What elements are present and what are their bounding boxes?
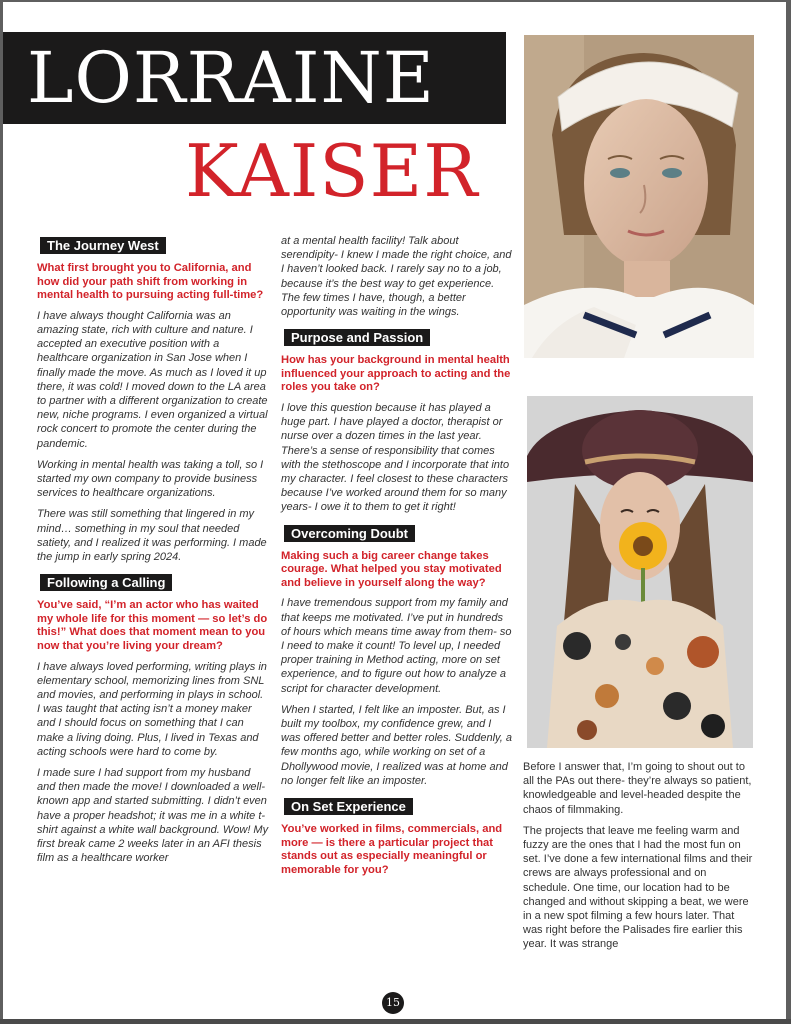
interview-question: You’ve said, “I’m an actor who has waited my whole life for this moment — so let’s do this!” What does that moment mean to you now that you’re living your dream?	[37, 599, 268, 653]
section-heading: Purpose and Passion	[284, 329, 430, 346]
magazine-page	[3, 2, 786, 1020]
interview-question: What first brought you to California, and how did your path shift from working in mental health to pursuing acting full-time?	[37, 262, 264, 302]
title-first-name: LORRAINE	[27, 37, 435, 119]
portrait-photo-nurse	[524, 35, 754, 358]
interview-answer: I have always loved performing, writing plays in elementary school, memorizing lines from SNL and movies, and performing in plays in school. I was taught that acting isn’t a money maker and I should focus on something that I can make a living doing. Plus, I lived in Texas and acting schools were hard to come by.	[37, 660, 267, 758]
nurse-portrait-illustration	[524, 35, 754, 358]
viewer-bottom-edge	[0, 1019, 791, 1024]
portrait-photo-sunflower	[527, 396, 753, 748]
section-heading-wrap	[37, 234, 269, 262]
left-column	[37, 234, 269, 872]
interview-question: How has your background in mental health influenced your approach to acting and the roles you take on?	[281, 354, 511, 394]
interview-answer: at a mental health facility! Talk about serendipity- I knew I made the right choice, and I haven’t looked back. I rarely say no to a job, because it’s the best way to get experience. The few times I have, though, a better opportunity was waiting in the wings.	[281, 235, 512, 319]
interview-answer: I made sure I had support from my husband and then made the move! I downloaded a well-known app and started submitting. I didn’t even have a proper headshot; it was me in a white t-shirt against a white wall background. Wow! My first break came 2 weeks later in an AFI thesis film as a healthcare worker	[37, 767, 269, 865]
interview-answer: I have always thought California was an amazing state, rich with culture and nature. I accepted an executive position with a healthcare organization in San Jose when I finally made the move. As much as I loved it up there, it was cold! I moved down to the LA area to partner with a different organization to create new, niche programs. I even organized a virtual rock concert to promote the center during the pandemic.	[37, 309, 268, 450]
interview-question: Making such a big career change takes courage. What helped you stay motivated and believe in yourself along the way?	[281, 549, 502, 589]
body-paragraph: Before I answer that, I’m going to shout out to all the PAs out there- they’re always so patient, knowledgeable and level-headed despite the chaos of filmmaking.	[523, 761, 752, 816]
section-heading: On Set Experience	[284, 798, 413, 815]
section-heading-wrap	[281, 522, 513, 550]
page-number: 15	[382, 992, 404, 1014]
interview-answer: There was still something that lingered in my mind… something in my soul that needed satiety, and I realized it was performing. I made the jump in early spring 2024.	[37, 508, 267, 564]
body-paragraph: The projects that leave me feeling warm and fuzzy are the ones that I had the most fun on set. I’ve done a few international films and their crews are always professional and on schedule. One time, our location had to be changed and without skipping a beat, we were in a new spot filming a few hours later. That was right before the Palisades fire earlier this year. It was strange	[523, 824, 753, 951]
section-heading-wrap	[37, 571, 269, 599]
sunflower-portrait-illustration	[527, 396, 753, 748]
section-heading: Following a Calling	[40, 574, 172, 591]
interview-answer: When I started, I felt like an imposter. But, as I built my toolbox, my confidence grew, and I was offered better and better roles. Suddenly, a few months ago, while working on set of a Dhollywood movie, I realized was at home and no longer felt like an imposter.	[281, 703, 512, 787]
interview-answer: I have tremendous support from my family and that keeps me motivated. I’ve put in hundreds of hours which means time away from them- so I need to make it count! To level up, I needed proper training in Method acting, more on set experience, and to figure out how to analyze a script for character development.	[281, 597, 512, 695]
interview-answer: I love this question because it has played a huge part. I have played a doctor, therapist or nurse over a dozen times in the last year. There’s a sense of responsibility that comes with the stethoscope and I incorporate that into my character. I feel closest to these characters because I’ve worked around them for so many years- I owe it to them to get it right!	[281, 402, 510, 514]
section-heading: Overcoming Doubt	[284, 525, 415, 542]
section-heading-wrap	[281, 795, 513, 823]
right-column	[523, 760, 753, 959]
section-heading-wrap	[281, 326, 513, 354]
interview-answer: Working in mental health was taking a toll, so I started my own company to provide business services to healthcare organizations.	[37, 458, 264, 500]
middle-column	[281, 234, 513, 883]
interview-question: You’ve worked in films, commercials, and more — is there a particular project that stands out as especially meaningful or memorable for you?	[281, 823, 503, 876]
section-heading: The Journey West	[40, 237, 166, 254]
title-last-name: KAISER	[185, 129, 479, 213]
